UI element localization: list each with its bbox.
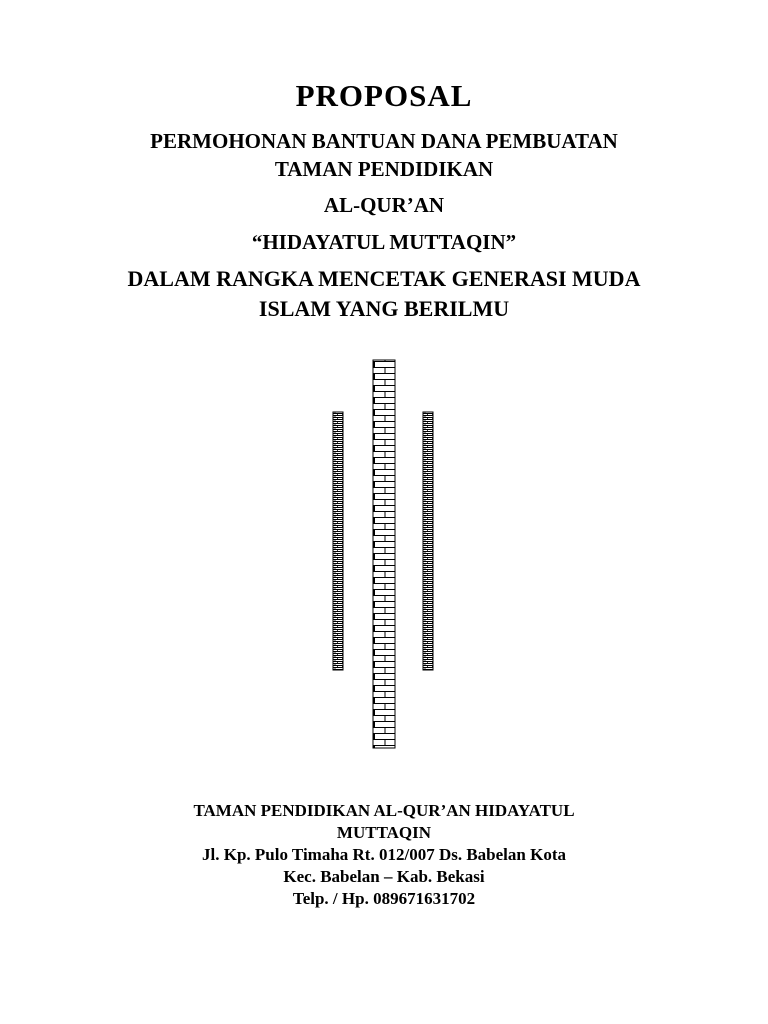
center-brick-column bbox=[373, 360, 395, 748]
subtitle-purpose bbox=[0, 264, 768, 324]
institution-name-line-1: TAMAN PENDIDIKAN AL-QUR’AN HIDAYATUL bbox=[193, 801, 575, 820]
brick-column-ornament bbox=[0, 355, 768, 755]
subtitle-purpose-line-1: DALAM RANGKA MENCETAK GENERASI MUDA bbox=[127, 266, 641, 291]
subtitle-request bbox=[0, 127, 768, 183]
subtitle-request-line-2: TAMAN PENDIDIKAN bbox=[274, 157, 494, 181]
address-district: Kec. Babelan – Kab. Bekasi bbox=[283, 867, 485, 886]
institution-name-line-2: MUTTAQIN bbox=[336, 823, 432, 842]
institution-address-block bbox=[0, 800, 768, 910]
document-title: PROPOSAL bbox=[295, 78, 473, 113]
subtitle-request-line-1: PERMOHONAN BANTUAN DANA PEMBUATAN bbox=[150, 129, 618, 153]
subtitle-institution-name: “HIDAYATUL MUTTAQIN” bbox=[251, 230, 517, 254]
right-brick-column bbox=[423, 412, 433, 670]
phone-number: Telp. / Hp. 089671631702 bbox=[292, 889, 476, 908]
address-street: Jl. Kp. Pulo Timaha Rt. 012/007 Ds. Babelan Kota bbox=[202, 845, 566, 864]
subtitle-purpose-line-2: ISLAM YANG BERILMU bbox=[258, 296, 510, 321]
subtitle-alquran: AL-QUR’AN bbox=[323, 193, 445, 217]
left-brick-column bbox=[333, 412, 343, 670]
